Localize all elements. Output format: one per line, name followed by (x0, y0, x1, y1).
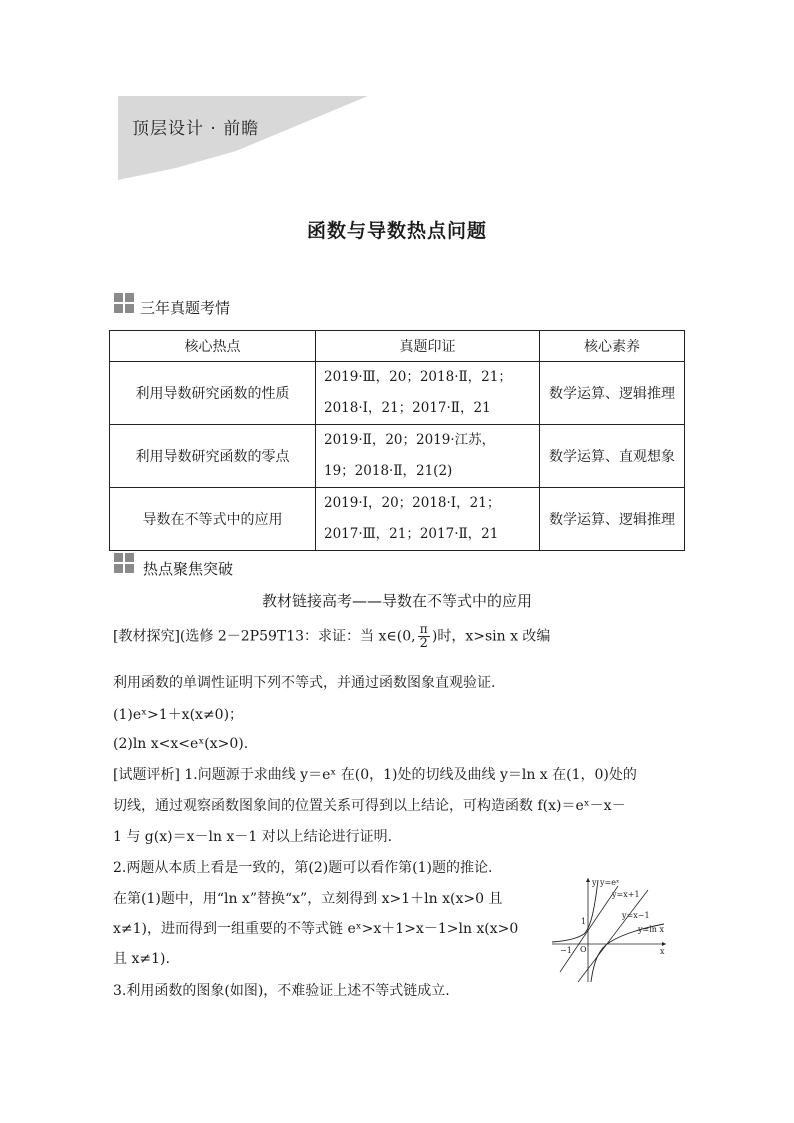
literacy-cell: 数学运算、逻辑推理 (540, 362, 685, 425)
table-row (110, 488, 685, 551)
curve-exp (552, 880, 598, 942)
topic-cell: 利用导数研究函数的零点 (110, 425, 316, 488)
paragraph-line: 在第(1)题中，用“ln x”替换“x”，立刻得到 x>1＋ln x(x>0 且 (113, 891, 503, 907)
section-grid-icon (114, 553, 134, 573)
paragraph-line: 且 x≠1). (113, 951, 170, 967)
label-x-plus-1: y=x+1 (612, 890, 640, 899)
paragraph-line (113, 622, 550, 651)
evidence-line: 2019·Ⅱ，20；2019·江苏， (324, 432, 496, 448)
line-x-minus-1 (578, 890, 648, 982)
topic-cell: 导数在不等式中的应用 (110, 488, 316, 551)
paragraph-line: 2.两题从本质上看是一致的，第(2)题可以看作第(1)题的推论. (113, 860, 493, 876)
exam-table (109, 330, 685, 551)
label-x: x (660, 947, 665, 956)
label-one: 1 (581, 917, 587, 926)
table-row (110, 425, 685, 488)
table-header-cell: 核心素养 (540, 331, 685, 362)
table-row (110, 362, 685, 425)
evidence-line: 2017·Ⅲ，21；2017·Ⅱ，21 (324, 526, 499, 542)
table-header-cell: 真题印证 (316, 331, 540, 362)
page-title: 函数与导数热点问题 (306, 220, 487, 242)
label-y: y (592, 878, 597, 887)
line-x-plus-1 (560, 886, 618, 972)
table-header-row (110, 331, 685, 362)
x-axis-arrow (662, 942, 666, 946)
banner-title: 顶层设计 · 前瞻 (132, 119, 260, 139)
evidence-cell (316, 488, 540, 551)
evidence-line: 19；2018·Ⅱ，21(2) (324, 463, 453, 479)
table-header-cell: 核心热点 (110, 331, 316, 362)
section-heading: 三年真题考情 (140, 299, 231, 317)
paragraph-line: 利用函数的单调性证明下列不等式，并通过函数图象直观验证. (113, 675, 496, 691)
paragraph-line: (1)eˣ>1＋x(x≠0)； (113, 707, 244, 723)
label-neg-one: −1 (560, 946, 572, 955)
label-origin: O (580, 945, 587, 954)
label-ex: y=eˣ (600, 878, 620, 887)
fraction-denominator: 2 (419, 636, 428, 651)
paragraph-line: 3.利用函数的图象(如图)，不难验证上述不等式链成立. (113, 983, 450, 999)
label-ln: y=ln x (638, 925, 664, 934)
evidence-cell (316, 425, 540, 488)
function-graph (548, 874, 670, 984)
fraction-numerator: π (419, 622, 428, 636)
evidence-line: 2018·Ⅰ，21；2017·Ⅱ，21 (324, 400, 491, 416)
paragraph-line: [试题评析] 1.问题源于求曲线 y＝eˣ 在(0，1)处的切线及曲线 y＝ln x 在(1，0)处的 (113, 767, 637, 783)
paragraph-line: 1 与 g(x)＝x－ln x－1 对以上结论进行证明. (113, 829, 393, 845)
y-axis-arrow (586, 878, 590, 882)
subheading: 教材链接高考——导数在不等式中的应用 (261, 592, 532, 610)
paragraph-line: x≠1)，进而得到一组重要的不等式链 eˣ>x＋1>x－1>ln x(x>0 (113, 921, 519, 937)
evidence-cell (316, 362, 540, 425)
text-segment: [教材探究](选修 2－2P59T13：求证：当 x∈(0, (113, 628, 416, 645)
evidence-line: 2019·Ⅰ，20；2018·Ⅰ，21； (324, 495, 501, 511)
topic-cell: 利用导数研究函数的性质 (110, 362, 316, 425)
fraction (418, 622, 430, 651)
section-heading: 热点聚焦突破 (143, 560, 234, 578)
evidence-line: 2019·Ⅲ，20；2018·Ⅱ，21； (324, 369, 512, 385)
paragraph-line: (2)ln x<x<eˣ(x>0). (113, 736, 249, 752)
text-segment: )时，x>sin x 改编 (431, 628, 551, 645)
literacy-cell: 数学运算、直观想象 (540, 425, 685, 488)
paragraph-line: 切线，通过观察函数图象间的位置关系可得到以上结论，可构造函数 f(x)＝eˣ－x－ (113, 798, 626, 814)
label-x-minus-1: y=x−1 (622, 911, 650, 920)
section-grid-icon (114, 293, 134, 313)
literacy-cell: 数学运算、逻辑推理 (540, 488, 685, 551)
